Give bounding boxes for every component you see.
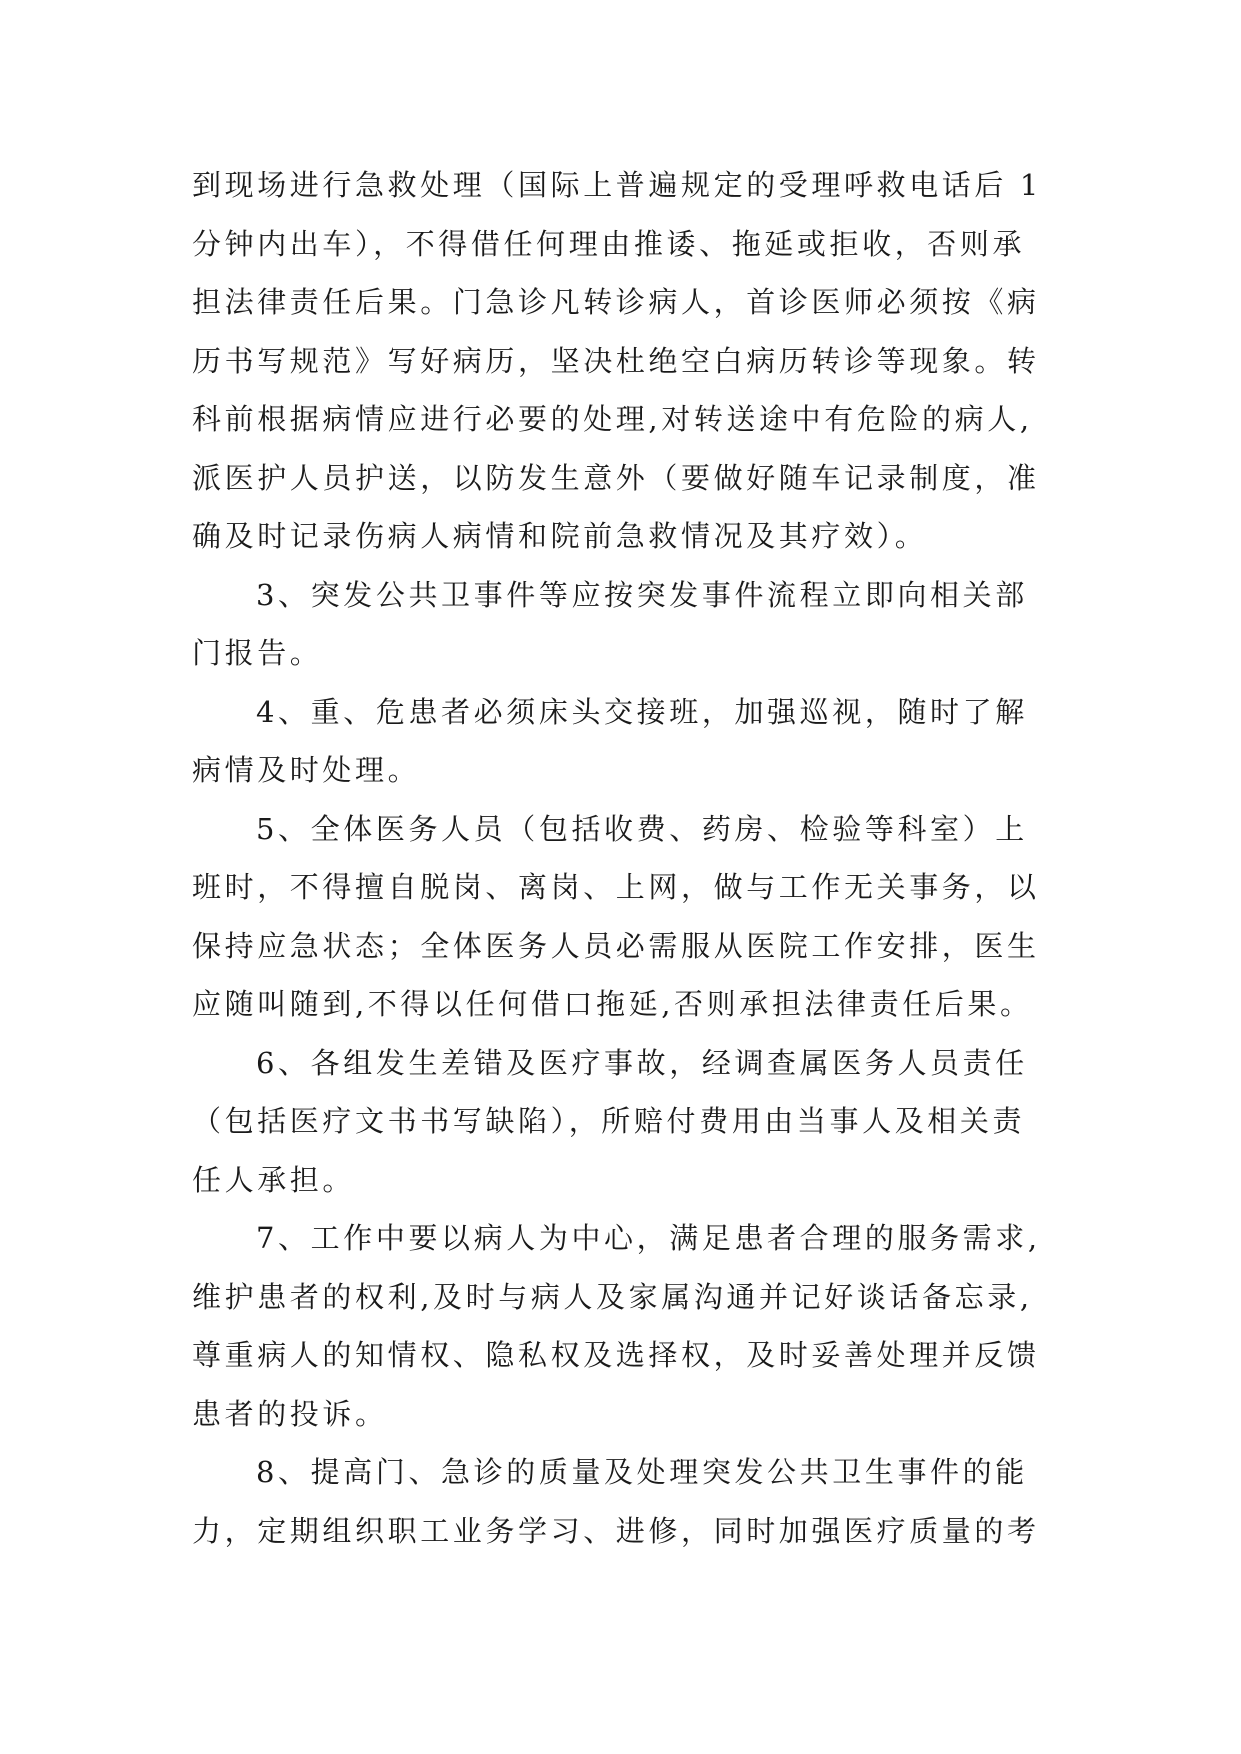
- paragraph-6-start: 6、各组发生差错及医疗事故，经调查属医务人员责任: [256, 1045, 1028, 1080]
- paragraph-8-start: 8、提高门、急诊的质量及处理突发公共卫生事件的能: [256, 1455, 1028, 1489]
- text-line: 门报告。: [192, 636, 323, 670]
- text-line: 应随叫随到,不得以任何借口拖延,否则承担法律责任后果。: [192, 987, 1033, 1021]
- paragraph-3-start: 3、突发公共卫事件等应按突发事件流程立即向相关部: [256, 577, 1028, 612]
- text-line: 派医护人员护送，以防发生意外（要做好随车记录制度，准: [192, 460, 1040, 495]
- text-line: 确及时记录伤病人病情和院前急救情况及其疗效）。: [192, 519, 928, 553]
- body-text: [192, 156, 1052, 1560]
- text-line: 分钟内出车），不得借任何理由推诿、拖延或拒收，否则承: [192, 226, 1026, 261]
- paragraph-4-start: 4、重、危患者必须床头交接班，加强巡视，随时了解: [256, 694, 1028, 729]
- paragraph-5-start: 5、全体医务人员（包括收费、药房、检验等科室）上: [256, 811, 1028, 846]
- text-line: 病情及时处理。: [192, 753, 421, 787]
- text-line: （包括医疗文书书写缺陷），所赔付费用由当事人及相关责: [192, 1104, 1026, 1138]
- text-line: 科前根据病情应进行必要的处理,对转送途中有危险的病人,: [192, 402, 1033, 436]
- text-line: 班时，不得擅自脱岗、离岗、上网，做与工作无关事务，以: [192, 870, 1040, 904]
- text-line: 担法律责任后果。门急诊凡转诊病人，首诊医师必须按《病: [192, 285, 1040, 319]
- text-line: 维护患者的权利,及时与病人及家属沟通并记好谈话备忘录,: [192, 1279, 1033, 1314]
- text-line: 患者的投诉。: [192, 1396, 388, 1431]
- text-line: 历书写规范》写好病历，坚决杜绝空白病历转诊等现象。转: [192, 343, 1040, 378]
- text-line: 任人承担。: [192, 1162, 356, 1197]
- text-line: 尊重病人的知情权、隐私权及选择权，及时妥善处理并反馈: [192, 1338, 1040, 1372]
- text-line: 保持应急状态；全体医务人员必需服从医院工作安排，医生: [192, 928, 1040, 963]
- text-line: 力，定期组织职工业务学习、进修，同时加强医疗质量的考: [192, 1513, 1040, 1548]
- text-line: 到现场进行急救处理（国际上普遍规定的受理呼救电话后 1: [192, 168, 1042, 202]
- paragraph-7-start: 7、工作中要以病人为中心，满足患者合理的服务需求,: [256, 1221, 1041, 1255]
